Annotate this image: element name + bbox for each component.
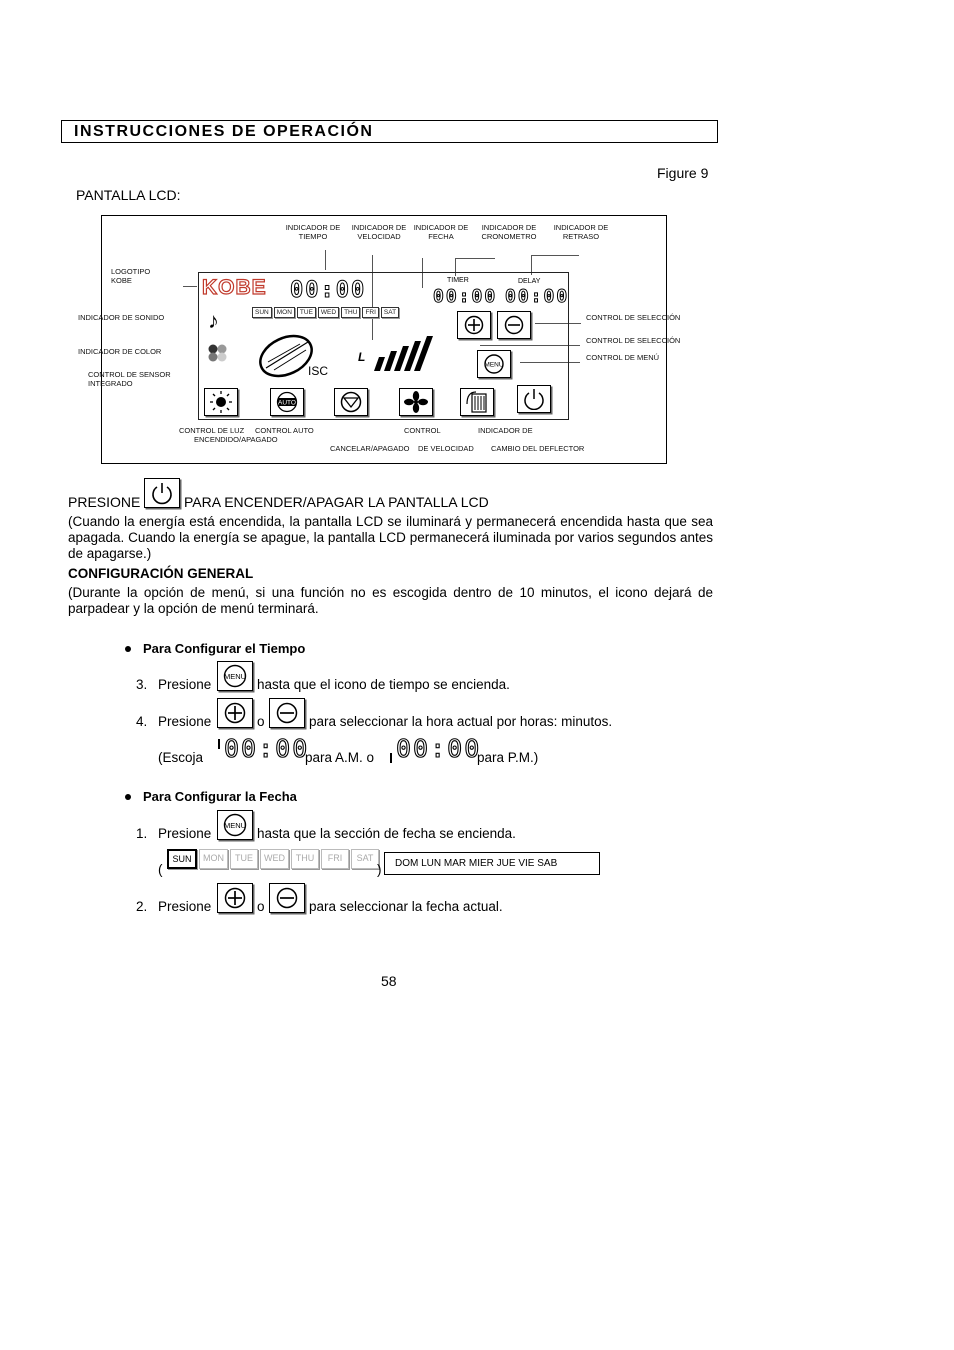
day-tue: TUE [230, 849, 258, 869]
day-thu: THU [291, 849, 319, 869]
pm-dot-icon [390, 753, 392, 763]
press-label: PRESIONE [68, 494, 141, 510]
general-text: (Durante la opción de menú, si una función no es escogida dentro de 10 minutos, el icono dejará de parpadear y la opción de menú terminará. [68, 585, 713, 616]
power-icon [522, 388, 546, 410]
label-control: CONTROL [404, 426, 441, 435]
speed-letter: L [358, 350, 366, 364]
step-number: 4. [136, 714, 148, 729]
auto-button[interactable] [270, 388, 304, 416]
fan-speed-button[interactable] [399, 388, 433, 416]
power-button[interactable] [144, 478, 180, 508]
label-on-off: ENCENDIDO/APAGADO [194, 435, 278, 444]
leader-line [325, 250, 326, 270]
leader-line [455, 258, 495, 259]
fan-icon [403, 391, 429, 413]
step-text: Presione [158, 899, 212, 914]
day-sat: SAT [381, 307, 399, 318]
menu-icon-text: MENU [223, 821, 247, 830]
label-indicator-of: INDICADOR DE [478, 426, 533, 435]
leader-line [531, 255, 579, 256]
am-dot-icon [218, 739, 220, 749]
day-tue: TUE [297, 307, 316, 318]
auto-icon [274, 391, 300, 413]
label-menu-control: CONTROL DE MENÚ [586, 353, 660, 362]
menu-button[interactable] [217, 661, 253, 691]
label-sound-indicator: INDICADOR DE SONIDO [78, 313, 165, 322]
step-text: hasta que el icono de tiempo se encienda. [257, 677, 510, 692]
minus-button[interactable] [269, 698, 305, 728]
label-delay-indicator: INDICADOR DE RETRASO [553, 223, 609, 241]
step-number: 3. [136, 677, 148, 692]
isc-label: ISC [308, 364, 329, 378]
date-section-heading: Para Configurar la Fecha [143, 789, 297, 804]
power-button-diagram[interactable] [517, 385, 551, 413]
label-date-indicator: INDICADOR DE FECHA [413, 223, 469, 241]
menu-icon [483, 354, 505, 374]
pm-text: para P.M.) [477, 750, 539, 765]
cancel-button[interactable] [334, 388, 368, 416]
day-sun: SUN [167, 849, 197, 869]
step-number: 1. [136, 826, 148, 841]
label-color-indicator: INDICADOR DE COLOR [78, 347, 162, 356]
pm-digits: 00:00 [396, 734, 482, 763]
section-header [61, 120, 718, 143]
minus-circle-icon [276, 702, 298, 724]
step-text: para seleccionar la fecha actual. [309, 899, 503, 914]
step-text: Presione [158, 677, 212, 692]
label-cancel-off: CANCELAR/APAGADO [330, 444, 410, 453]
minus-button[interactable] [269, 883, 305, 913]
menu-icon [222, 664, 248, 688]
kobe-logo: KOBE [202, 276, 267, 299]
figure-caption: PANTALLA LCD: [76, 187, 181, 203]
day-wed: WED [260, 849, 289, 869]
intro-note: (Cuando la energía está encendida, la pantalla LCD se iluminará y permanecerá encendida hasta que sea apagada. Cuando la energía se apague, la pantalla LCD permanecerá iluminada por varios segundos antes de apagarse.) [68, 514, 713, 561]
day-fri: FRI [362, 307, 378, 318]
day-selector [167, 849, 379, 869]
lcd-timer: 00:00 [433, 286, 498, 307]
label-speed: DE VELOCIDAD [418, 444, 474, 453]
label-selection-control-1: CONTROL DE SELECCIÓN [586, 313, 681, 322]
leader-line [101, 296, 102, 306]
color-dots-icon [207, 344, 229, 362]
open-paren: ( [158, 862, 163, 877]
or-text: o [257, 899, 265, 914]
press-instruction: PARA ENCENDER/APAGAR LA PANTALLA LCD [184, 494, 489, 510]
or-text: o [257, 714, 265, 729]
speed-bars-icon [372, 335, 434, 373]
menu-button[interactable] [217, 810, 253, 840]
minus-circle-icon [504, 315, 524, 335]
label-timer-indicator: INDICADOR DE CRONOMETRO [481, 223, 537, 241]
label-light-control: CONTROL DE LUZ [179, 426, 245, 435]
minus-circle-icon [276, 887, 298, 909]
am-digits: 00:00 [224, 734, 310, 763]
label-kobe-logo: LOGOTIPO KOBE [111, 267, 151, 285]
timer-label: TIMER [447, 277, 469, 284]
light-sun-icon [208, 391, 234, 413]
auto-icon-text: AUTO [278, 399, 296, 407]
lcd-day-indicators [252, 307, 399, 318]
power-icon [150, 481, 174, 505]
label-sensor-control: CONTROL DE SENSOR INTEGRADO [88, 370, 171, 388]
label-speed-indicator: INDICADOR DE VELOCIDAD [351, 223, 407, 241]
step-text: para seleccionar la hora actual por horas: minutos. [309, 714, 613, 729]
step-text: Presione [158, 826, 212, 841]
delay-label: DELAY [518, 278, 541, 285]
label-auto-control: CONTROL AUTO [255, 426, 314, 435]
menu-icon-text: MENU [484, 361, 504, 369]
time-section-heading: Para Configurar el Tiempo [143, 641, 306, 656]
label-time-indicator: INDICADOR DE TIEMPO [285, 223, 341, 241]
cancel-icon [338, 391, 364, 413]
step-text: hasta que la sección de fecha se encienda. [257, 826, 516, 841]
plus-circle-icon [224, 702, 246, 724]
step-number: 2. [136, 899, 148, 914]
page-number: 58 [381, 973, 397, 989]
deflector-icon [464, 390, 490, 414]
day-sat: SAT [351, 849, 379, 869]
am-text: para A.M. o [305, 750, 375, 765]
plus-circle-icon [224, 887, 246, 909]
label-selection-control-2: CONTROL DE SELECCIÓN [586, 336, 681, 345]
choose-text: (Escoja [158, 750, 204, 765]
menu-icon [222, 813, 248, 837]
day-wed: WED [318, 307, 339, 318]
lcd-clock: 00:00 [290, 278, 367, 303]
section-title: INSTRUCCIONES DE OPERACIÓN [74, 123, 374, 140]
plus-circle-icon [464, 315, 484, 335]
light-button[interactable] [204, 388, 238, 416]
plus-button[interactable] [217, 698, 253, 728]
day-translation-box: DOM LUN MAR MIER JUE VIE SAB [384, 852, 600, 875]
plus-button[interactable] [457, 311, 491, 339]
day-sun: SUN [252, 307, 272, 318]
label-deflector-change: CAMBIO DEL DEFLECTOR [491, 444, 585, 453]
deflector-button[interactable] [460, 388, 494, 416]
day-mon: MON [274, 307, 295, 318]
leader-line [101, 335, 102, 343]
leader-line [183, 286, 197, 287]
menu-icon-text: MENU [223, 672, 247, 681]
minus-button[interactable] [497, 311, 531, 339]
figure-number: Figure 9 [657, 165, 709, 181]
music-note-icon: ♪ [208, 308, 219, 333]
close-paren: ) [377, 862, 382, 877]
day-fri: FRI [321, 849, 349, 869]
menu-button[interactable] [477, 350, 511, 378]
plus-button[interactable] [217, 883, 253, 913]
step-text: Presione [158, 714, 212, 729]
general-heading: CONFIGURACIÓN GENERAL [68, 566, 254, 581]
day-mon: MON [199, 849, 228, 869]
day-thu: THU [341, 307, 360, 318]
lcd-delay: 00:00 [505, 286, 570, 307]
